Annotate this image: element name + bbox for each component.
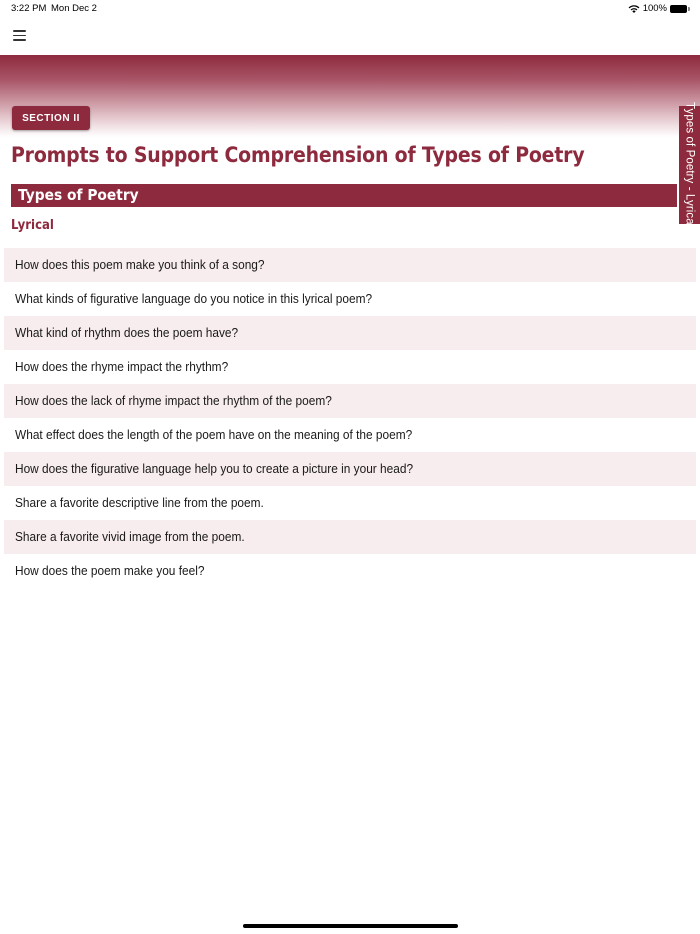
prompt-row[interactable] <box>4 248 696 282</box>
status-date: Mon Dec 2 <box>51 3 97 14</box>
prompt-row[interactable] <box>4 486 696 520</box>
prompt-row[interactable] <box>4 384 696 418</box>
subheader-bar <box>11 184 677 207</box>
wifi-icon <box>628 4 640 13</box>
prompt-text: Share a favorite vivid image from the poem. <box>15 530 245 544</box>
prompt-row[interactable] <box>4 452 696 486</box>
status-bar <box>0 0 700 18</box>
home-indicator[interactable] <box>243 924 458 928</box>
side-tab-types-of-poetry-lyrical[interactable] <box>679 102 700 228</box>
prompt-row[interactable] <box>4 350 696 384</box>
category-label: Lyrical <box>11 218 54 233</box>
prompt-text: What kind of rhythm does the poem have? <box>15 326 239 340</box>
hamburger-menu-icon[interactable] <box>13 30 26 41</box>
prompt-row[interactable] <box>4 520 696 554</box>
prompt-text: How does the rhyme impact the rhythm? <box>15 360 229 374</box>
prompt-row[interactable] <box>4 418 696 452</box>
prompt-list <box>4 248 696 588</box>
side-tab-label: Types of Poetry - Lyrical <box>683 102 696 228</box>
section-badge: SECTION II <box>12 106 90 130</box>
prompt-text: How does the poem make you feel? <box>15 564 205 578</box>
battery-full-icon <box>670 4 690 13</box>
header-gradient-banner <box>0 55 700 137</box>
prompt-row[interactable] <box>4 282 696 316</box>
nav-bar <box>0 18 700 55</box>
subheader-title: Types of Poetry <box>18 186 139 204</box>
page-title: Prompts to Support Comprehension of Types of Poetry <box>11 143 585 167</box>
prompt-row[interactable] <box>4 554 696 588</box>
battery-percent: 100% <box>642 3 667 14</box>
status-indicators <box>628 3 690 14</box>
prompt-text: How does the lack of rhyme impact the rhythm of the poem? <box>15 394 332 408</box>
prompt-text: How does the figurative language help you to create a picture in your head? <box>15 462 414 476</box>
prompt-text: What effect does the length of the poem have on the meaning of the poem? <box>15 428 413 442</box>
prompt-text: Share a favorite descriptive line from the poem. <box>15 496 264 510</box>
prompt-text: How does this poem make you think of a song? <box>15 258 265 272</box>
prompt-text: What kinds of figurative language do you notice in this lyrical poem? <box>15 292 373 306</box>
prompt-row[interactable] <box>4 316 696 350</box>
status-time: 3:22 PM <box>11 3 47 14</box>
